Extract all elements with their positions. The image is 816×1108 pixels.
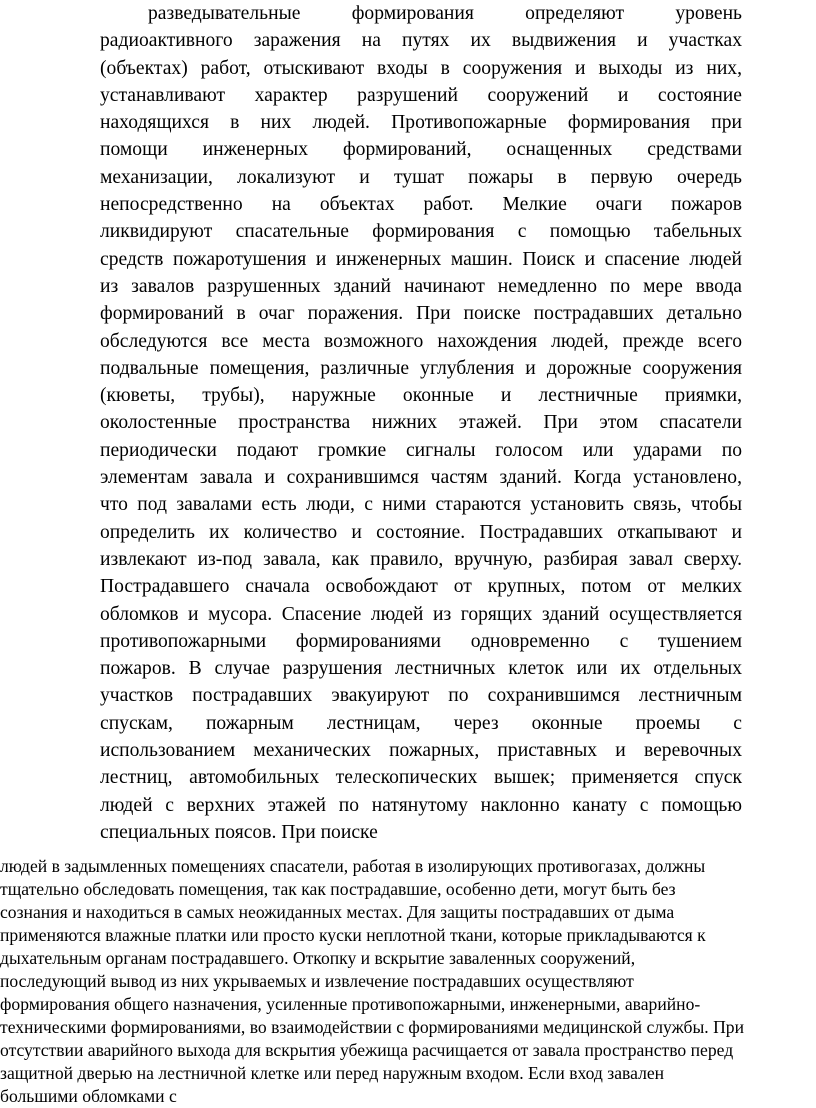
- text-line: последующий вывод из них укрываемых и извлечение пострадавших осуществляют: [0, 971, 634, 991]
- text-line: периодически подают громкие сигналы голосом или ударами по: [100, 439, 742, 461]
- text-line: отсутствии аварийного выхода для вскрытия убежища расчищается от завала пространство перед: [0, 1040, 734, 1060]
- text-line: обследуются все места возможного нахождения людей, прежде всего: [100, 330, 742, 352]
- text-line: что под завалами есть люди, с ними стараются установить связь, чтобы: [100, 494, 742, 516]
- upper-paragraph: [100, 0, 742, 846]
- text-line: (кюветы, трубы), наружные оконные и лестничные приямки,: [100, 385, 742, 407]
- text-line: разведывательные формирования определяют уровень: [148, 3, 742, 24]
- text-line: использованием механических пожарных, приставных и веревочных: [100, 740, 742, 762]
- text-line: непосредственно на объектах работ. Мелкие очаги пожаров: [100, 194, 742, 216]
- text-line: применяются влажные платки или просто куски неплотной ткани, которые прикладываются к: [0, 925, 706, 945]
- text-line: околостенные пространства нижних этажей. При этом спасатели: [100, 412, 742, 434]
- text-line: пожаров. В случае разрушения лестничных клеток или их отдельных: [100, 658, 742, 680]
- text-line: находящихся в них людей. Противопожарные формирования при: [100, 112, 742, 134]
- text-line: техническими формированиями, во взаимодействии с формированиями медицинской службы. При: [0, 1017, 745, 1037]
- text-line: элементам завала и сохранившимся частям зданий. Когда установлено,: [100, 467, 742, 489]
- text-line: тщательно обследовать помещения, так как пострадавшие, особенно дети, могут быть без: [0, 879, 676, 899]
- text-line: подвальные помещения, различные углубления и дорожные сооружения: [100, 357, 742, 379]
- lower-paragraph: [0, 855, 816, 1108]
- text-line: формирования общего назначения, усиленные противопожарными, инженерными, аварийно-: [0, 994, 701, 1014]
- text-line: формирований в очаг поражения. При поиске пострадавших детально: [100, 303, 742, 325]
- text-line: обломков и мусора. Спасение людей из горящих зданий осуществляется: [100, 603, 742, 625]
- text-line: сознания и находиться в самых неожиданных местах. Для защиты пострадавших от дыма: [0, 902, 675, 922]
- text-line: устанавливают характер разрушений сооружений и состояние: [100, 84, 742, 106]
- text-line: людей в задымленных помещениях спасатели, работая в изолирующих противогазах, должны: [0, 856, 706, 876]
- text-line: Пострадавшего сначала освобождают от крупных, потом от мелких: [100, 576, 742, 598]
- text-line: средств пожаротушения и инженерных машин. Поиск и спасение людей: [100, 248, 742, 270]
- text-line: большими обломками с: [0, 1086, 177, 1106]
- text-line: определить их количество и состояние. Пострадавших откапывают и: [100, 521, 742, 543]
- text-line: извлекают из-под завала, как правило, вручную, разбирая завал сверху.: [100, 548, 742, 570]
- text-line: людей с верхних этажей по натянутому наклонно канату с помощью: [100, 794, 742, 816]
- text-line: помощи инженерных формирований, оснащенных средствами: [100, 139, 742, 161]
- text-line: дыхательным органам пострадавшего. Откопку и вскрытие заваленных сооружений,: [0, 948, 636, 968]
- text-line: (объектах) работ, отыскивают входы в сооружения и выходы из них,: [100, 57, 742, 79]
- text-line: специальных поясов. При поиске: [100, 821, 378, 843]
- text-line: лестниц, автомобильных телескопических вышек; применяется спуск: [100, 767, 742, 789]
- text-line: противопожарными формированиями одновременно с тушением: [100, 630, 742, 652]
- text-line: спускам, пожарным лестницам, через оконные проемы с: [100, 712, 742, 734]
- text-line: механизации, локализуют и тушат пожары в первую очередь: [100, 166, 742, 188]
- text-line: из завалов разрушенных зданий начинают немедленно по мере ввода: [100, 275, 742, 297]
- text-line: участков пострадавших эвакуируют по сохранившимся лестничным: [100, 685, 742, 707]
- text-line: ликвидируют спасательные формирования с помощью табельных: [100, 221, 742, 243]
- text-line: радиоактивного заражения на путях их выдвижения и участках: [100, 30, 742, 52]
- text-line: защитной дверью на лестничной клетке или перед наружным входом. Если вход завален: [0, 1063, 665, 1083]
